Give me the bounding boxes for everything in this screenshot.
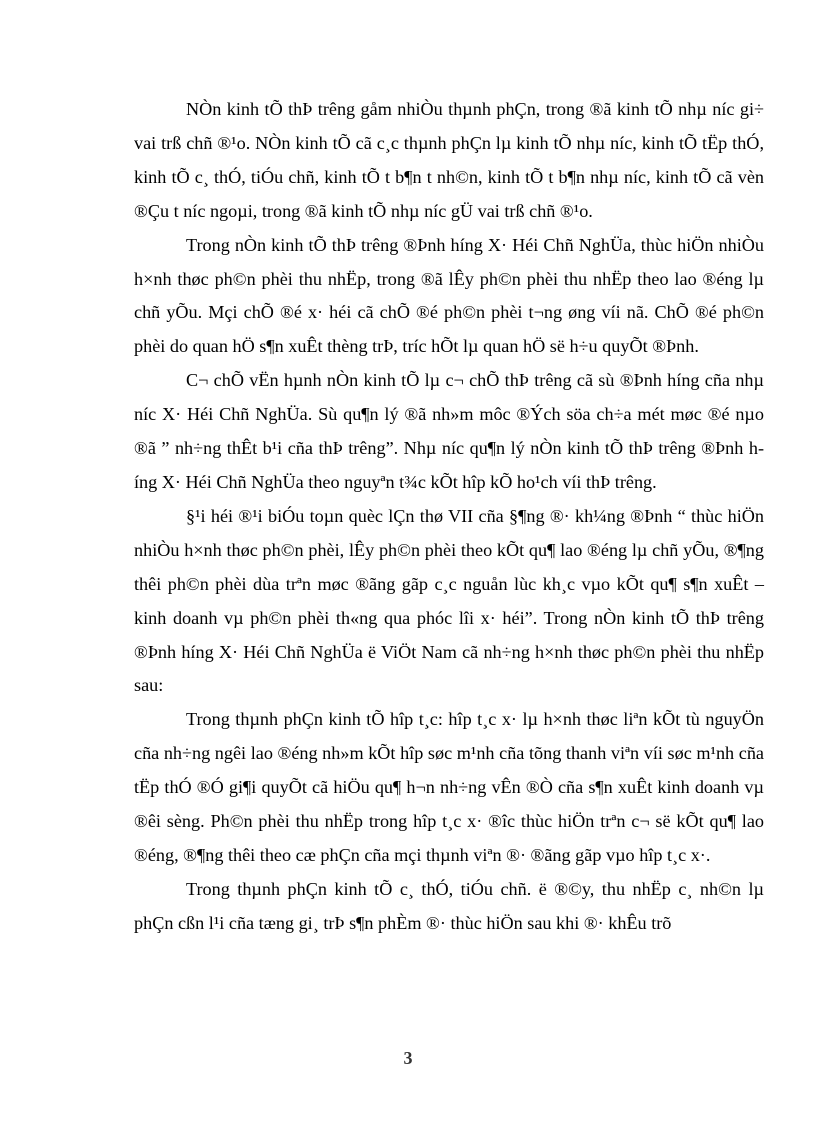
paragraph-2: Trong nÒn kinh tÕ thÞ trêng ®Þnh híng X· Héi Chñ NghÜa, thùc hiÖn nhiÒu h×nh thøc ph©n phèi thu nhËp, trong ®ã lÊy ph©n phèi thu nhËp theo lao ®éng lµ chñ yÕu. Mçi chÕ ®é x· héi cã chÕ ®é ph©n phèi t¬ng øng víi nã. ChÕ ®é ph©n phèi do quan hÖ s¶n xuÊt thèng trÞ, tríc hÕt lµ quan hÖ së h÷u quyÕt ®Þnh. [134,234,764,357]
paragraph-6: Trong thµnh phÇn kinh tÕ c¸ thÓ, tiÓu chñ. ë ®©y, thu nhËp c¸ nh©n lµ phÇn cßn l¹i cña tæng gi¸ trÞ s¶n phÈm ®· thùc hiÖn sau khi ®· khÊu trõ [134,878,764,933]
paragraph-5: Trong thµnh phÇn kinh tÕ hîp t¸c: hîp t¸c x· lµ h×nh thøc liªn kÕt tù nguyÖn cña nh÷ng ngêi lao ®éng nh»m kÕt hîp søc m¹nh cña tõng thanh viªn víi søc m¹nh cña tËp thÓ ®Ó gi¶i quyÕt cã hiÖu qu¶ h¬n nh÷ng vÊn ®Ò cña s¶n xuÊt kinh doanh vµ ®êi sèng. Ph©n phèi thu nhËp trong hîp t¸c x· ®îc thùc hiÖn trªn c¬ së kÕt qu¶ lao ®éng, ®¶ng thêi theo cæ phÇn cña mçi thµnh viªn ®· ®ãng gãp vµo hîp t¸c x·. [134,709,764,865]
paragraph-1: NÒn kinh tÕ thÞ trêng gåm nhiÒu thµnh phÇn, trong ®ã kinh tÕ nhµ níc gi÷ vai trß chñ ®¹o. NÒn kinh tÕ cã c¸c thµnh phÇn lµ kinh tÕ nhµ níc, kinh tÕ tËp thÓ, kinh tÕ c¸ thÓ, tiÓu chñ, kinh tÕ t b¶n t nh©n, kinh tÕ t b¶n nhµ níc, kinh tÕ cã vèn ®Çu t níc ngoµi, trong ®ã kinh tÕ nhµ níc gÜ vai trß chñ ®¹o. [134,99,764,221]
page-number: 3 [403,1048,413,1068]
paragraph-3: C¬ chÕ vËn hµnh nÒn kinh tÕ lµ c¬ chÕ thÞ trêng cã sù ®Þnh híng cña nhµ níc X· Héi Chñ NghÜa. Sù qu¶n lý ®ã nh»m môc ®Ých söa ch÷a mét møc ®é nµo ®ã ” nh÷ng thÊt b¹i cña thÞ trêng”. Nhµ níc qu¶n lý nÒn kinh tÕ thÞ trêng ®Þnh híng X· Héi Chñ NghÜa theo nguyªn t¾c kÕt hîp kÕ ho¹ch víi thÞ trêng. [134,370,764,492]
paragraph-4: §¹i héi ®¹i biÓu toµn quèc lÇn thø VII cña §¶ng ®· kh¼ng ®Þnh “ thùc hiÖn nhiÒu h×nh thøc ph©n phèi, lÊy ph©n phèi theo kÕt qu¶ lao ®éng lµ chñ yÕu, ®¶ng thêi ph©n phèi dùa trªn møc ®ãng gãp c¸c nguån lùc kh¸c vµo kÕt qu¶ s¶n xuÊt – kinh doanh vµ ph©n phèi th«ng qua phóc lîi x· héi”. Trong nÒn kinh tÕ thÞ trêng ®Þnh híng X· Héi Chñ NghÜa ë ViÖt Nam cã nh÷ng h×nh thøc ph©n phèi thu nhËp sau: [134,505,764,696]
document-body [134,93,764,941]
